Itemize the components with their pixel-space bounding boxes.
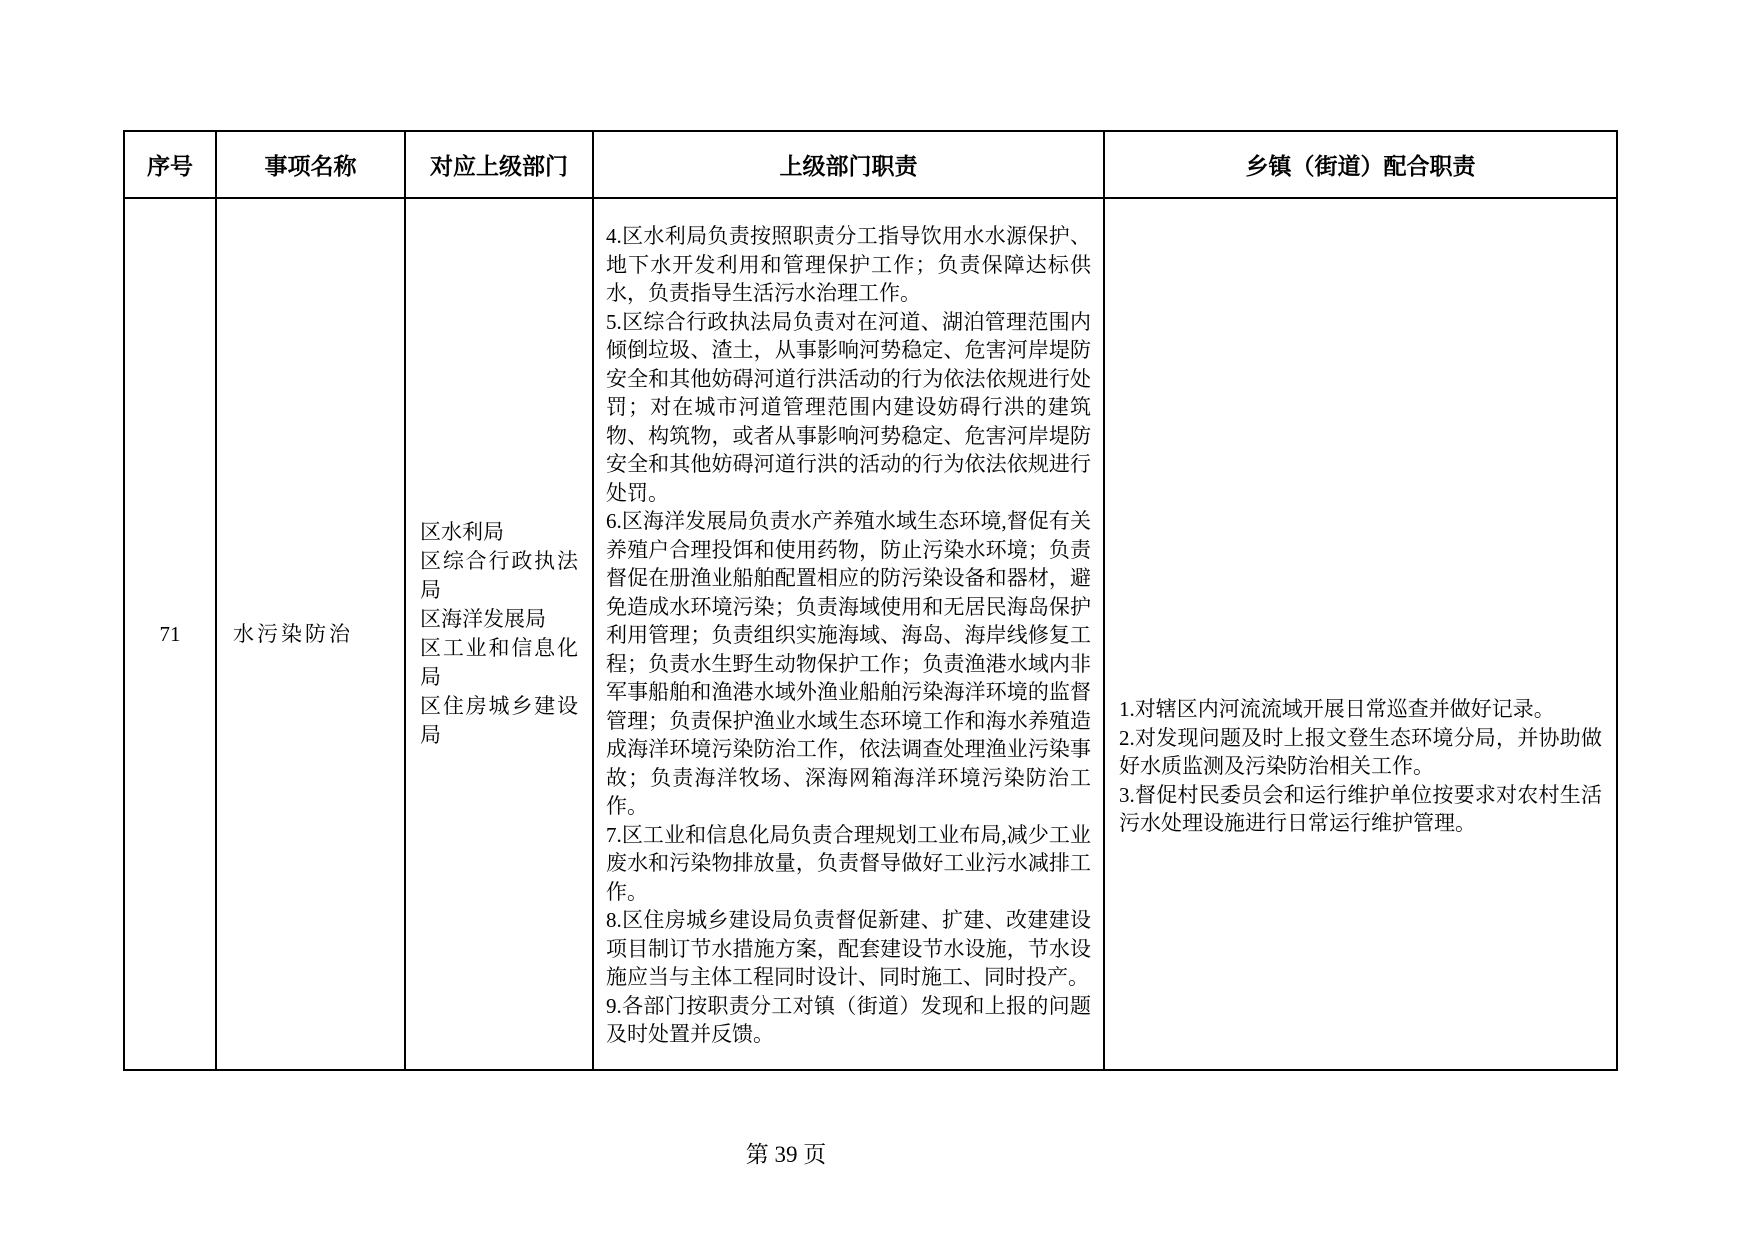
cell-superior-duties (593, 198, 1104, 1070)
cell-item-name: 水污染防治 (216, 198, 405, 1070)
header-index: 序号 (124, 131, 216, 198)
duties-table (123, 130, 1618, 1071)
table-header-row (124, 131, 1617, 198)
department-item: 区综合行政执法局 (420, 549, 578, 602)
superior-duty-paragraph: 9.各部门按职责分工对镇（街道）发现和上报的问题及时处置并反馈。 (606, 993, 1091, 1047)
header-township-duties: 乡镇（街道）配合职责 (1104, 131, 1617, 198)
superior-duty-paragraph: 7.区工业和信息化局负责合理规划工业布局,减少工业废水和污染物排放量，负责督导做好工业污水减排工作。 (606, 822, 1091, 904)
department-item: 区水利局 (420, 520, 504, 544)
cell-index: 71 (124, 198, 216, 1070)
superior-duty-paragraph: 4.区水利局负责按照职责分工指导饮用水水源保护、地下水开发利用和管理保护工作；负责保障达标供水，负责指导生活污水治理工作。 (606, 224, 1091, 306)
township-duty-paragraph: 1.对辖区内河流流域开展日常巡查并做好记录。 (1119, 697, 1555, 722)
superior-duty-paragraph: 6.区海洋发展局负责水产养殖水域生态环境,督促有关养殖户合理投饵和使用药物，防止污染水环境；负责督促在册渔业船舶配置相应的防污染设备和器材，避免造成水环境污染；负责海域使用和无居民海岛保护利用管理；负责组织实施海域、海岛、海岸线修复工程；负责水生野生动物保护工作；负责渔港水域内非军事船舶和渔港水域外渔业船舶污染海洋环境的监督管理；负责保护渔业水域生态环境工作和海水养殖造成海洋环境污染防治工作，依法调查处理渔业污染事故；负责海洋牧场、深海网箱海洋环境污染防治工作。 (606, 509, 1091, 819)
header-superior-department: 对应上级部门 (405, 131, 593, 198)
header-item-name: 事项名称 (216, 131, 405, 198)
township-duty-paragraph: 3.督促村民委员会和运行维护单位按要求对农村生活污水处理设施进行日常运行维护管理。 (1119, 782, 1602, 836)
superior-duty-paragraph: 5.区综合行政执法局负责对在河道、湖泊管理范围内倾倒垃圾、渣土，从事影响河势稳定、危害河岸堤防安全和其他妨碍河道行洪活动的行为依法依规进行处罚；对在城市河道管理范围内建设妨碍行洪的建筑物、构筑物，或者从事影响河势稳定、危害河岸堤防安全和其他妨碍河道行洪的活动的行为依法依规进行处罚。 (606, 309, 1091, 505)
department-item: 区海洋发展局 (420, 607, 546, 631)
header-superior-duties: 上级部门职责 (593, 131, 1104, 198)
page-number: 第 39 页 (745, 1142, 827, 1167)
township-duty-paragraph: 2.对发现问题及时上报文登生态环境分局，并协助做好水质监测及污染防治相关工作。 (1119, 725, 1602, 779)
superior-duty-paragraph: 8.区住房城乡建设局负责督促新建、扩建、改建建设项目制订节水措施方案，配套建设节水设施，节水设施应当与主体工程同时设计、同时施工、同时投产。 (606, 908, 1091, 990)
department-item: 区工业和信息化局 (420, 636, 578, 689)
cell-township-duties (1104, 198, 1617, 1070)
cell-departments (405, 198, 593, 1070)
department-item: 区住房城乡建设局 (420, 694, 578, 747)
table-row (124, 198, 1617, 1070)
